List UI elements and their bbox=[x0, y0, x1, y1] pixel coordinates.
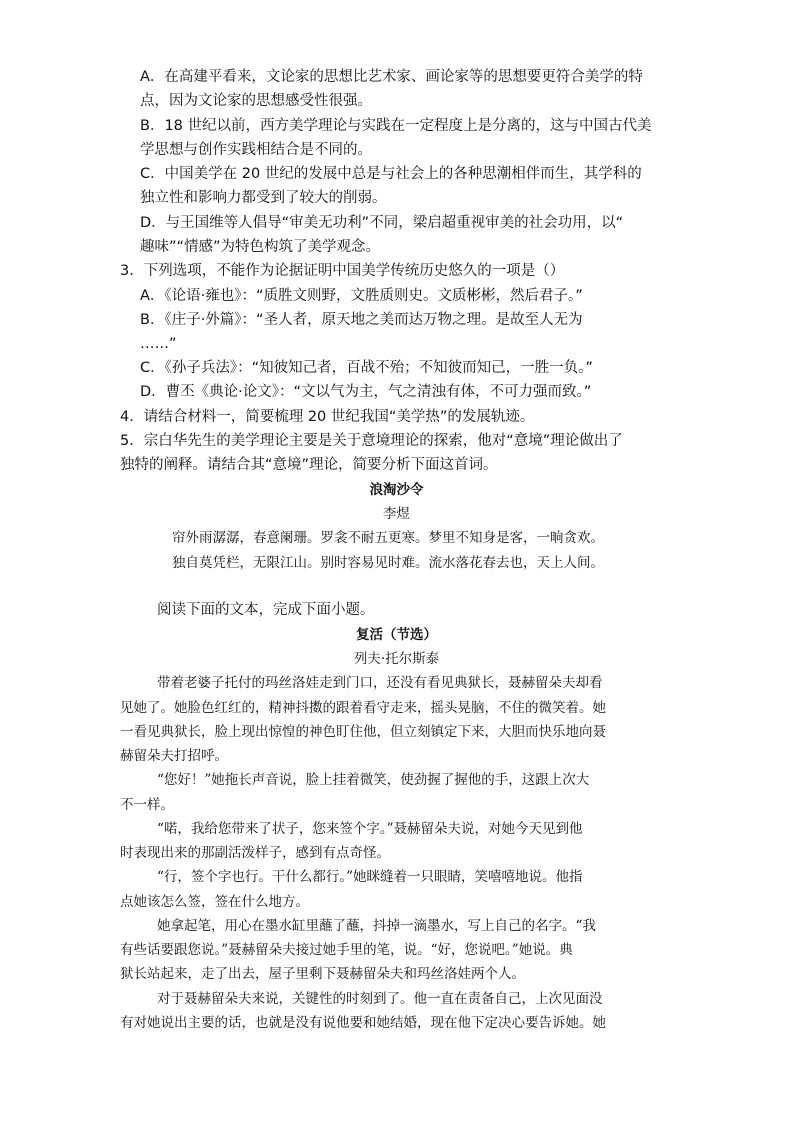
q2-option-b-line2: 学思想与创作实践相结合是不同的。 bbox=[140, 142, 372, 158]
q2-option-d-line2: 趣味”“情感”为特色构筑了美学观念。 bbox=[140, 239, 381, 255]
passage-line: 有对她说出主要的话，也就是没有说他要和她结婚，现在他下定决心要告诉她。她 bbox=[120, 1015, 606, 1031]
passage-line: 狱长站起来，走了出去，屋子里剩下聂赫留朵夫和玛丝洛娃两个人。 bbox=[120, 966, 525, 982]
passage-line: 时表现出来的那副活泼样子，感到有点奇怪。 bbox=[120, 845, 390, 861]
passage-line: 有些话要跟您说。”聂赫留朵夫接过她手里的笔，说。“好，您说吧。”她说。典 bbox=[120, 942, 573, 958]
passage-line: 一看见典狱长，脸上现出惊惶的神色盯住他，但立刻镇定下来，大胆而快乐地向聂 bbox=[120, 724, 606, 740]
reading-author: 列夫·托尔斯泰 bbox=[353, 651, 440, 667]
q2-option-a-line1: A．在高建平看来，文论家的思想比艺术家、画论家等的思想要更符合美学的特 bbox=[140, 69, 643, 85]
q3-option-a: A．《论语·雍也》：“质胜文则野，文胜质则史。文质彬彬，然后君子。” bbox=[140, 288, 583, 304]
passage-line: 不一样。 bbox=[120, 797, 174, 813]
poem-title: 浪淘沙令 bbox=[369, 482, 424, 498]
passage-line: “喏，我给您带来了状子，您来签个字。”聂赫留朵夫说，对她今天见到他 bbox=[157, 821, 583, 837]
q5-stem-line1: 5．宗白华先生的美学理论主要是关于意境理论的探索，他对“意境”理论做出了 bbox=[120, 433, 623, 449]
poem-line-2: 独自莫凭栏，无限江山。别时容易见时难。流水落花春去也，天上人间。 bbox=[172, 555, 604, 571]
passage-line: 见她了。她脸色红红的，精神抖擞的跟着看守走来，摇头晃脑，不住的微笑着。她 bbox=[120, 700, 606, 716]
poem-line-1: 帘外雨潺潺，春意阑珊。罗衾不耐五更寒。梦里不知身是客，一晌贪欢。 bbox=[172, 530, 604, 546]
q5-stem-line2: 独特的阐释。请结合其“意境”理论，简要分析下面这首词。 bbox=[120, 457, 498, 473]
q2-option-a-line2: 点，因为文论家的思想感受性很强。 bbox=[140, 93, 372, 109]
q2-option-c-line2: 独立性和影响力都受到了较大的削弱。 bbox=[140, 190, 387, 206]
q3-option-c: C．《孙子兵法》：“知彼知己者，百战不殆；不知彼而知己，一胜一负。” bbox=[140, 360, 593, 376]
passage-line: 赫留朵夫打招呼。 bbox=[120, 748, 228, 764]
passage-line: 对于聂赫留朵夫来说，关键性的时刻到了。他一直在责备自己，上次见面没 bbox=[157, 991, 603, 1007]
reading-title: 复活（节选） bbox=[356, 627, 437, 643]
poem-author: 李煜 bbox=[383, 506, 410, 522]
q3-option-b-line1: B．《庄子·外篇》：“圣人者，原天地之美而达万物之理。是故至人无为 bbox=[140, 312, 583, 328]
passage-line: 她拿起笔，用心在墨水缸里蘸了蘸，抖掉一滴墨水，写上自己的名字。“我 bbox=[157, 918, 596, 934]
q2-option-c-line1: C．中国美学在 20 世纪的发展中总是与社会上的各种思潮相伴而生，其学科的 bbox=[140, 166, 642, 182]
q2-option-d-line1: D．与王国维等人倡导“审美无功利”不同，梁启超重视审美的社会功用，以“ bbox=[140, 215, 624, 231]
passage-line: “行，签个字也行。干什么都行。”她眯缝着一只眼睛，笑嘻嘻地说。他指 bbox=[157, 869, 583, 885]
passage-line: 带着老婆子托付的玛丝洛娃走到门口，还没有看见典狱长，聂赫留朵夫却看 bbox=[157, 675, 603, 691]
q4-stem: 4．请结合材料一，简要梳理 20 世纪我国“美学热”的发展轨迹。 bbox=[120, 409, 535, 425]
passage-line: 点她该怎么签，签在什么地方。 bbox=[120, 894, 309, 910]
q3-option-b-line2: ……” bbox=[140, 336, 177, 352]
q2-option-b-line1: B．18 世纪以前，西方美学理论与实践在一定程度上是分离的，这与中国古代美 bbox=[140, 118, 652, 134]
passage-line: “您好！”她拖长声音说，脸上挂着微笑，使劲握了握他的手，这跟上次大 bbox=[157, 772, 590, 788]
q3-stem: 3．下列选项，不能作为论据证明中国美学传统历史悠久的一项是（） bbox=[120, 263, 565, 279]
reading-instruction: 阅读下面的文本，完成下面小题。 bbox=[157, 602, 375, 618]
q3-option-d: D．曹丕《典论·论文》：“文以气为主，气之清浊有体，不可力强而致。” bbox=[140, 384, 592, 400]
